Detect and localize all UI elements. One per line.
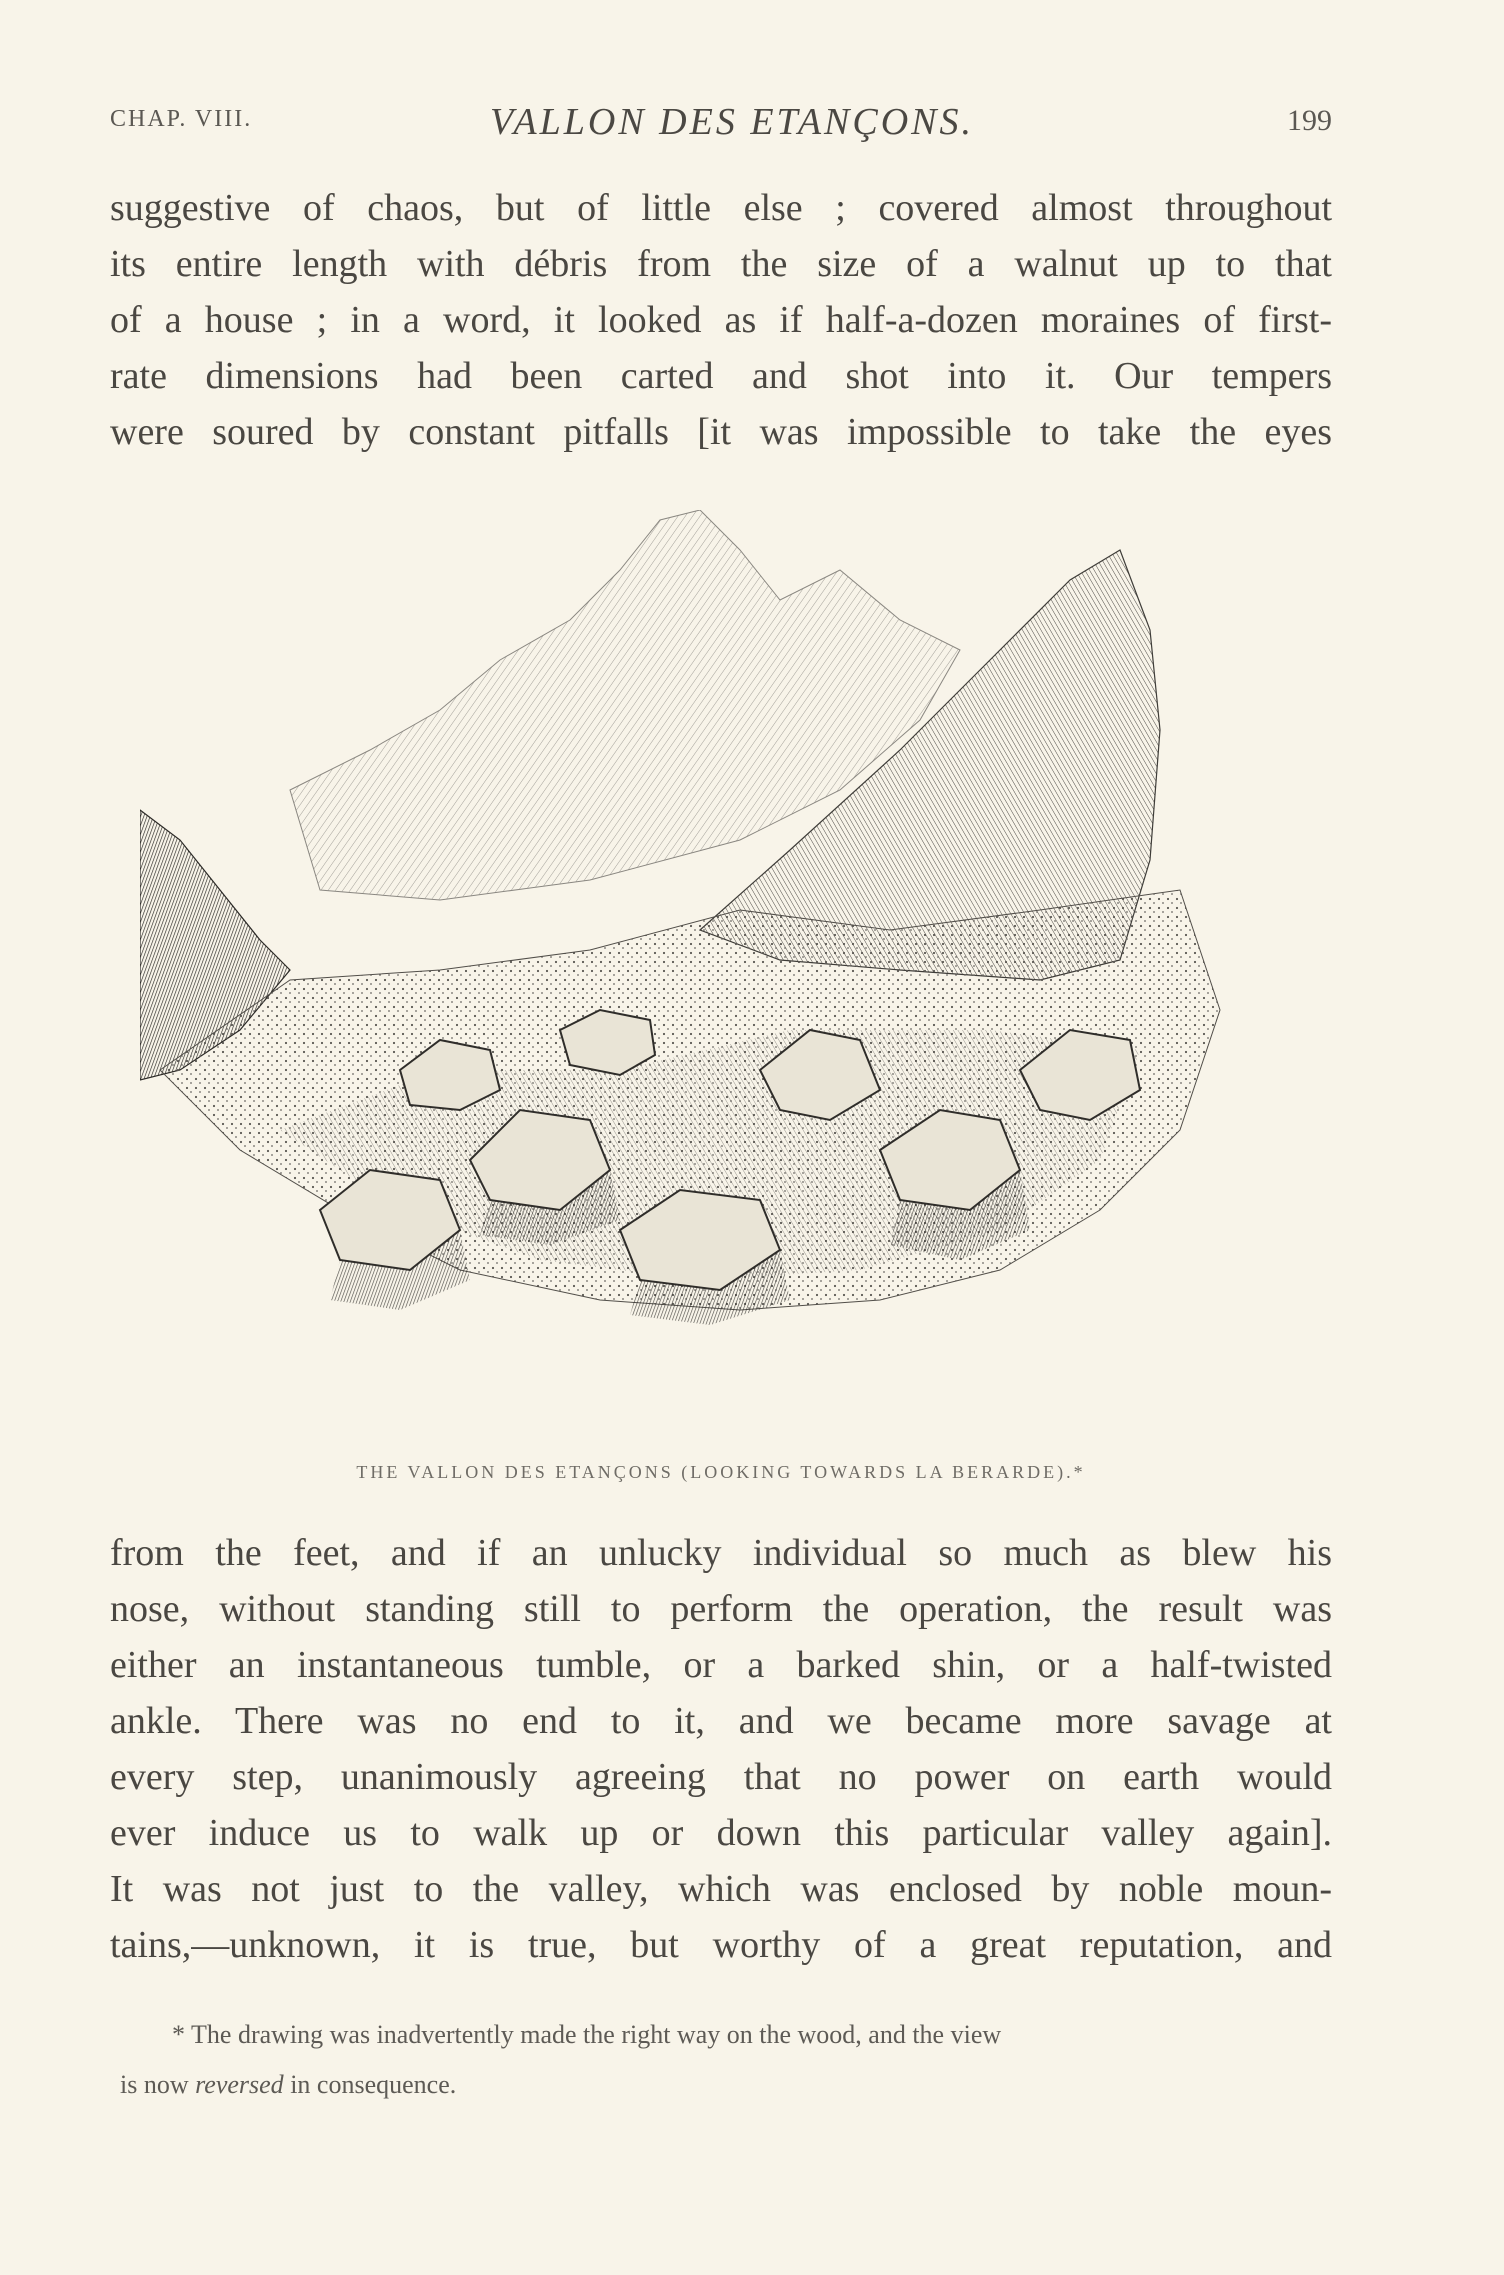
footnote-text: is now [120,2070,196,2099]
text-line: nose, without standing still to perform the operation, the result was [110,1588,1332,1630]
footnote [120,2010,1332,2110]
text-line: tains,—unknown, it is true, but worthy of a great reputation, and [110,1924,1332,1966]
footnote-emphasis: reversed [195,2070,284,2099]
text-line: every step, unanimously agreeing that no power on earth would [110,1756,1332,1798]
text-line: ever induce us to walk up or down this particular valley again]. [110,1812,1332,1854]
valley-engraving [140,510,1300,1430]
text-line: either an instantaneous tumble, or a barked shin, or a half-twisted [110,1644,1332,1686]
page-number: 199 [1287,104,1332,137]
figure-caption: THE VALLON DES ETANÇONS (LOOKING TOWARDS LA BERARDE).* [356,1462,1086,1482]
paragraph-top [110,180,1332,460]
text-line: suggestive of chaos, but of little else ; covered almost throughout [110,187,1332,229]
footnote-text: in consequence. [283,2070,457,2099]
footnote-line [120,2060,1332,2110]
text-line: from the feet, and if an unlucky individual so much as blew his [110,1532,1332,1574]
text-line: rate dimensions had been carted and shot into it. Our tempers [110,355,1332,397]
footnote-line: * The drawing was inadvertently made the right way on the wood, and the view [172,2020,1002,2049]
text-line: were soured by constant pitfalls [it was impossible to take the eyes [110,411,1332,453]
text-line: It was not just to the valley, which was enclosed by noble moun- [110,1868,1332,1910]
chapter-label: CHAP. VIII. [110,106,253,132]
running-title: VALLON DES ETANÇONS. [490,101,975,143]
text-line: of a house ; in a word, it looked as if half-a-dozen moraines of first- [110,299,1332,341]
running-header [110,100,1332,150]
text-line: its entire length with débris from the size of a walnut up to that [110,243,1332,285]
text-line: ankle. There was no end to it, and we became more savage at [110,1700,1332,1742]
paragraph-bottom [110,1525,1332,1973]
